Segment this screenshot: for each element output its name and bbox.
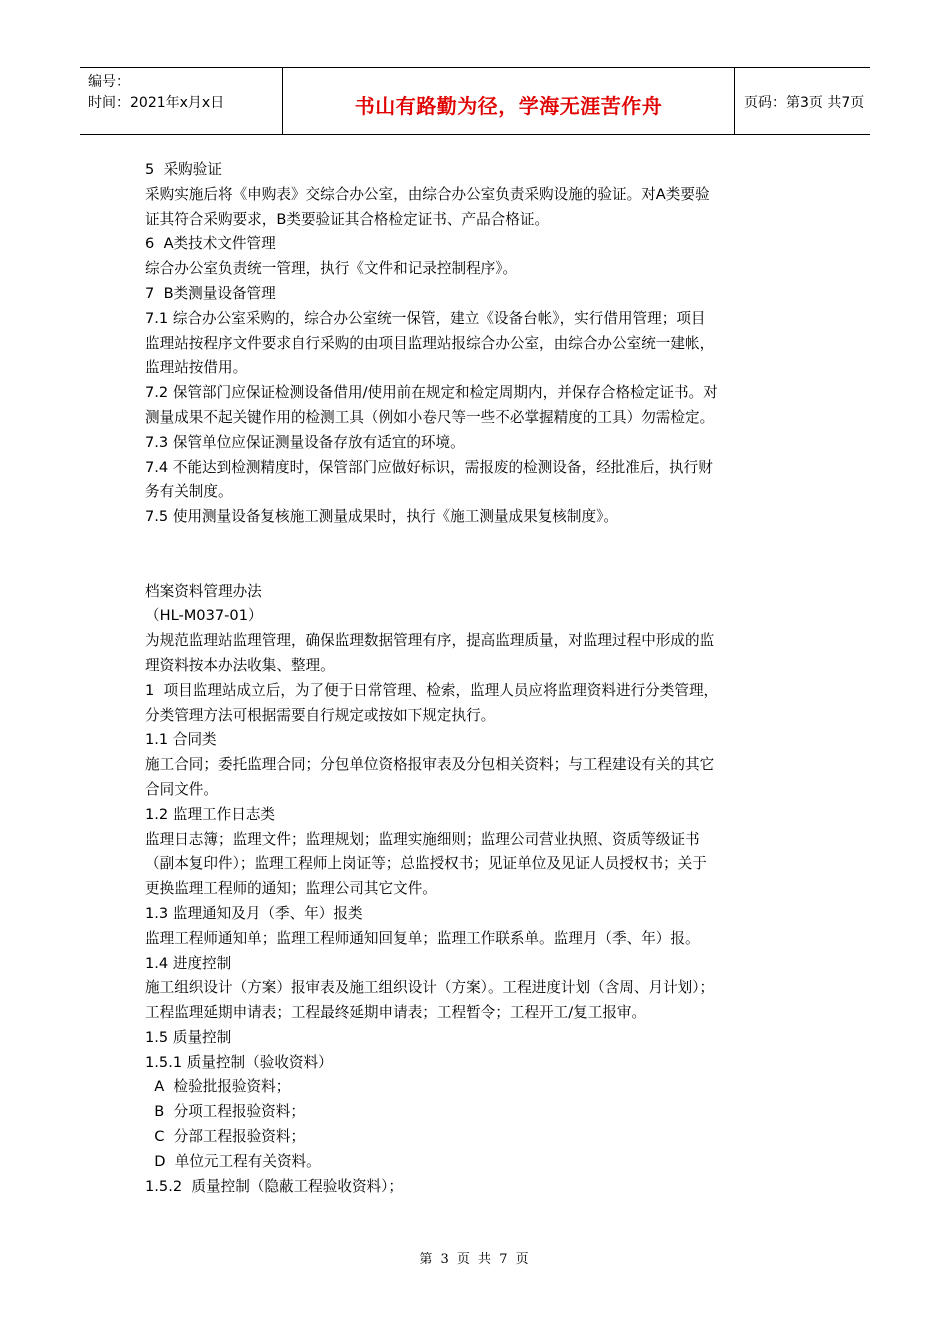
- body-line: 证其符合采购要求，B类要验证其合格检定证书、产品合格证。: [145, 210, 550, 228]
- page-info: 页码：第3页 共7页: [744, 95, 865, 111]
- body-line: 1.4 进度控制: [145, 954, 232, 972]
- body-line: [145, 530, 815, 555]
- document-number: 编号：: [88, 74, 130, 90]
- document-date: 时间：2021年x月x日: [88, 95, 225, 111]
- body-line: A 检验批报验资料；: [145, 1078, 291, 1096]
- body-line: 测量成果不起关键作用的检测工具（例如小卷尺等一些不必掌握精度的工具）勿需检定。: [145, 408, 715, 426]
- body-line: 务有关制度。: [145, 483, 233, 501]
- body-line: 1.1 合同类: [145, 731, 217, 749]
- body-line: 合同文件。: [145, 780, 218, 798]
- body-line: （HL-M037-01）: [145, 607, 263, 625]
- body-line: 监理站按借用。: [145, 359, 248, 377]
- motto-text: 书山有路勤为径，学海无涯苦作舟: [354, 94, 663, 118]
- document-body: [145, 158, 815, 1199]
- document-header: [80, 67, 870, 135]
- body-line: 综合办公室负责统一管理，执行《文件和记录控制程序》。: [145, 260, 518, 278]
- body-line: C 分部工程报验资料；: [145, 1128, 306, 1146]
- header-motto-cell: [283, 68, 735, 134]
- body-line: 7 B类测量设备管理: [145, 284, 276, 302]
- body-line: 7.4 不能达到检测精度时，保管部门应做好标识，需报废的检测设备，经批准后，执行财: [145, 458, 713, 476]
- body-line: 工程监理延期申请表；工程最终延期申请表；工程暂令；工程开工/复工报审。: [145, 1004, 647, 1022]
- body-line: （副本复印件）；监理工程师上岗证等；总监授权书；见证单位及见证人员授权书；关于: [145, 855, 707, 873]
- body-line: 1.3 监理通知及月（季、年）报类: [145, 904, 363, 922]
- body-line: 分类管理方法可根据需要自行规定或按如下规定执行。: [145, 706, 496, 724]
- body-line: 档案资料管理办法: [145, 582, 262, 600]
- body-line: 5 采购验证: [145, 161, 222, 178]
- body-line: 监理日志簿；监理文件；监理规划；监理实施细则；监理公司营业执照、资质等级证书: [145, 830, 700, 848]
- body-line: [145, 555, 815, 580]
- body-line: 1.5.1 质量控制（验收资料）: [145, 1053, 333, 1071]
- body-line: 1 项目监理站成立后，为了便于日常管理、检索，监理人员应将监理资料进行分类管理，: [145, 681, 719, 699]
- body-line: 7.1 综合办公室采购的，综合办公室统一保管，建立《设备台帐》，实行借用管理；项目: [145, 309, 706, 327]
- body-line: 7.5 使用测量设备复核施工测量成果时，执行《施工测量成果复核制度》。: [145, 508, 618, 526]
- body-line: B 分项工程报验资料；: [145, 1103, 305, 1121]
- body-line: 1.5 质量控制: [145, 1028, 232, 1046]
- body-line: 监理工程师通知单；监理工程师通知回复单；监理工作联系单。监理月（季、年）报。: [145, 929, 700, 947]
- header-page-cell: [735, 68, 870, 134]
- body-line: 1.2 监理工作日志类: [145, 805, 276, 823]
- body-line: 监理站按程序文件要求自行采购的由项目监理站报综合办公室，由综合办公室统一建帐，: [145, 334, 715, 352]
- page-footer: 第 3 页 共 7 页: [419, 1252, 531, 1267]
- header-meta-cell: [80, 68, 283, 134]
- body-line: 1.5.2 质量控制（隐蔽工程验收资料）；: [145, 1177, 404, 1195]
- body-line: D 单位元工程有关资料。: [145, 1152, 321, 1170]
- body-line: 施工合同；委托监理合同；分包单位资格报审表及分包相关资料；与工程建设有关的其它: [145, 756, 715, 774]
- body-line: 理资料按本办法收集、整理。: [145, 656, 335, 674]
- body-line: 采购实施后将《申购表》交综合办公室，由综合办公室负责采购设施的验证。对A类要验: [145, 185, 710, 203]
- body-line: 7.3 保管单位应保证测量设备存放有适宜的环境。: [145, 433, 465, 451]
- body-line: 更换监理工程师的通知；监理公司其它文件。: [145, 880, 437, 898]
- body-line: 7.2 保管部门应保证检测设备借用/使用前在规定和检定周期内，并保存合格检定证书。对: [145, 384, 718, 402]
- body-line: 为规范监理站监理管理，确保监理数据管理有序，提高监理质量，对监理过程中形成的监: [145, 632, 715, 650]
- body-line: 6 A类技术文件管理: [145, 235, 276, 253]
- body-line: 施工组织设计（方案）报审表及施工组织设计（方案）。工程进度计划（含周、月计划）；: [145, 979, 715, 997]
